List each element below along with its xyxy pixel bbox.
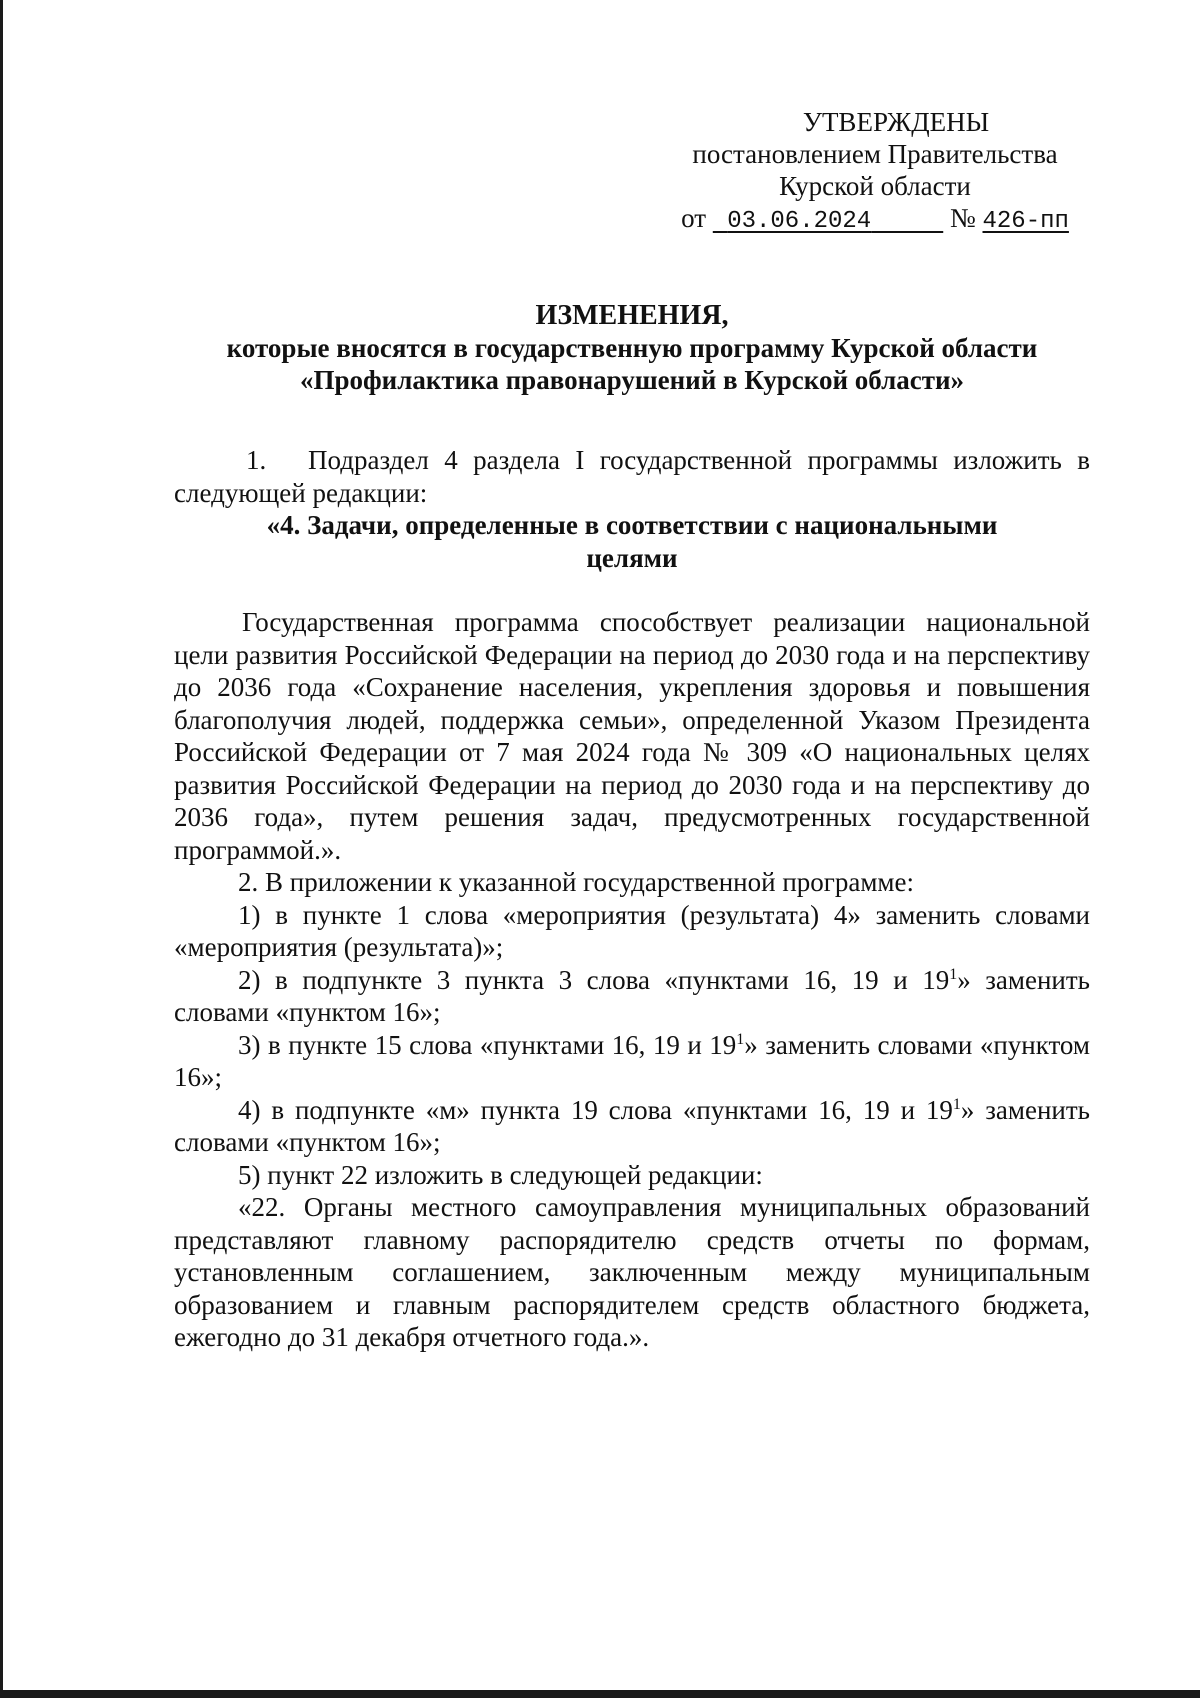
- item-1-text: Подраздел 4 раздела I государственной программы изложить в следующей редакции:: [174, 445, 1090, 508]
- subitem-2-part-b: » заменить словами «пунктом 16»;: [174, 964, 1090, 1027]
- approval-stamp: [660, 106, 1090, 238]
- subitem-4: [174, 1094, 1090, 1159]
- subitem-4-part-b: » заменить словами «пунктом 16»;: [174, 1094, 1090, 1157]
- document-title: [174, 300, 1090, 396]
- title-main: ИЗМЕНЕНИЯ,: [535, 300, 729, 331]
- scan-border-left: [0, 0, 3, 1698]
- approval-number: 426-пп: [982, 208, 1069, 235]
- item-2: 2. В приложении к указанной государственной программе:: [238, 867, 914, 897]
- subitem-4-part-a: 4) в подпункте «м» пункта 19 слова «пунктами 16, 19 и 19: [238, 1094, 953, 1125]
- subitem-3-part-a: 3) в пункте 15 слова «пунктами 16, 19 и 19: [238, 1029, 737, 1060]
- subitem-3: [174, 1029, 1090, 1094]
- item-1: [174, 444, 1090, 509]
- date-prefix: от: [681, 203, 707, 233]
- subitem-2-part-a: 2) в подпункте 3 пункта 3 слова «пунктами 16, 19 и 19: [238, 964, 950, 995]
- document-body: [174, 444, 1090, 1354]
- quoted-item-22: «22. Органы местного самоуправления муниципальных образований представляют главному распорядителю средств отчеты по формам, установленным соглашением, заключенным между муниципальным образованием и главным распорядителем средств областного бюджета, ежегодно до 31 декабря отчетного года.».: [174, 1192, 1090, 1352]
- title-line-3: «Профилактика правонарушений в Курской области»: [299, 365, 965, 395]
- subitem-4-sup: 1: [952, 1095, 961, 1113]
- paragraph-national-goals: Государственная программа способствует реализации национальной цели развития Российской Федерации на период до 2030 года и на перспективу до 2036 года «Сохранение населения, укрепления здоровья и повышения благополучия людей, поддержка семьи», определенной Указом Президента Российской Федерации от 7 мая 2024 года № 309 «О национальных целях развития Российской Федерации на период до 2030 года и на перспективу до 2036 года», путем решения задач, предусмотренных государственной программой.».: [174, 607, 1090, 865]
- subitem-1: 1) в пункте 1 слова «мероприятия (результата) 4» заменить словами «мероприятия (результата)»;: [174, 899, 1090, 962]
- subitem-3-part-b: » заменить словами «пунктом 16»;: [174, 1029, 1090, 1092]
- spacer: [174, 574, 1090, 606]
- approval-line-3: Курской области: [779, 171, 971, 201]
- approval-line-2: постановлением Правительства: [692, 139, 1058, 169]
- approval-date-number: [660, 202, 1090, 238]
- section-subheading: «4. Задачи, определенные в соответствии с национальными целями: [266, 510, 998, 573]
- number-prefix: №: [949, 203, 976, 233]
- subitem-5: 5) пункт 22 изложить в следующей редакции:: [238, 1159, 763, 1190]
- item-1-number: 1.: [246, 445, 267, 475]
- date-value: 03.06.2024: [727, 208, 872, 235]
- subitem-3-sup: 1: [736, 1030, 745, 1048]
- approval-date: [713, 206, 943, 238]
- subitem-2-sup: 1: [949, 965, 958, 983]
- title-line-2: которые вносятся в государственную программу Курской области: [226, 333, 1038, 363]
- scan-border-bottom: [0, 1690, 1200, 1698]
- subitem-2: [174, 964, 1090, 1029]
- approved-label: УТВЕРЖДЕНЫ: [802, 107, 990, 137]
